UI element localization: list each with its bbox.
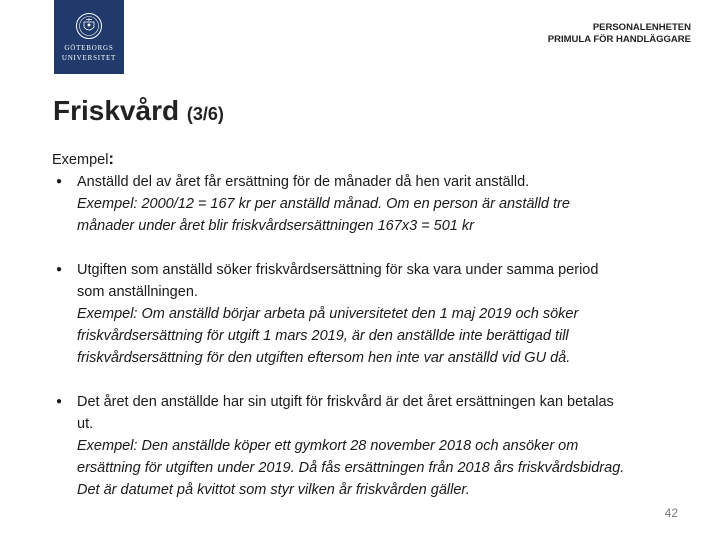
bullet-item xyxy=(52,391,692,501)
bullet-example: Det är datumet på kvittot som styr vilken år friskvården gäller. xyxy=(77,482,470,498)
bullet-icon: ● xyxy=(56,176,63,187)
bullet-example: Exempel: Den anställde köper ett gymkort 28 november 2018 och ansöker om xyxy=(77,438,579,454)
intro-colon: : xyxy=(108,149,115,168)
bullet-item xyxy=(52,259,692,369)
bullet-example: Exempel: Om anställd börjar arbeta på universitetet den 1 maj 2019 och söker xyxy=(77,306,579,322)
title-sub: (3/6) xyxy=(186,104,224,124)
university-logo xyxy=(54,0,124,74)
bullet-example: friskvårdsersättning för utgift 1 mars 2019, är den anställde inte berättigad till xyxy=(77,328,569,344)
intro-label: Exempel xyxy=(52,152,109,168)
bullet-example: ersättning för utgiften under 2019. Då fås ersättningen från 2018 års friskvårdsbidrag. xyxy=(77,460,625,476)
header-line1: PERSONALENHETEN xyxy=(592,22,691,33)
bullet-item xyxy=(52,171,692,237)
title-main: Friskvård xyxy=(53,95,180,126)
page-number: 42 xyxy=(664,506,678,520)
bullet-example: Exempel: 2000/12 = 167 kr per anställd månad. Om en person är anställd tre xyxy=(77,196,570,212)
slide-title xyxy=(53,94,224,131)
bullet-list xyxy=(52,171,692,501)
bullet-icon: ● xyxy=(56,396,63,407)
bullet-text: ut. xyxy=(77,416,94,432)
logo-text-line2: UNIVERSITET xyxy=(61,54,117,62)
bullet-example: månader under året blir friskvårdsersättningen 167x3 = 501 kr xyxy=(77,218,474,234)
logo-text-line1: GÖTEBORGS xyxy=(64,44,114,52)
bullet-text: Det året den anställde har sin utgift för friskvård är det året ersättningen kan betalas xyxy=(77,394,614,410)
bullet-icon: ● xyxy=(56,264,63,275)
slide-content xyxy=(52,148,692,501)
header-label xyxy=(548,22,691,46)
bullet-text: Utgiften som anställd söker friskvårdsersättning för ska vara under samma period xyxy=(77,262,599,278)
bullet-text: Anställd del av året får ersättning för de månader då hen varit anställd. xyxy=(77,174,530,190)
university-seal-icon xyxy=(75,12,103,40)
intro-text xyxy=(52,148,692,171)
header-line2: PRIMULA FÖR HANDLÄGGARE xyxy=(547,34,691,45)
bullet-example: friskvårdsersättning för den utgiften eftersom hen inte var anställd vid GU då. xyxy=(77,350,571,366)
bullet-text: som anställningen. xyxy=(77,284,198,300)
